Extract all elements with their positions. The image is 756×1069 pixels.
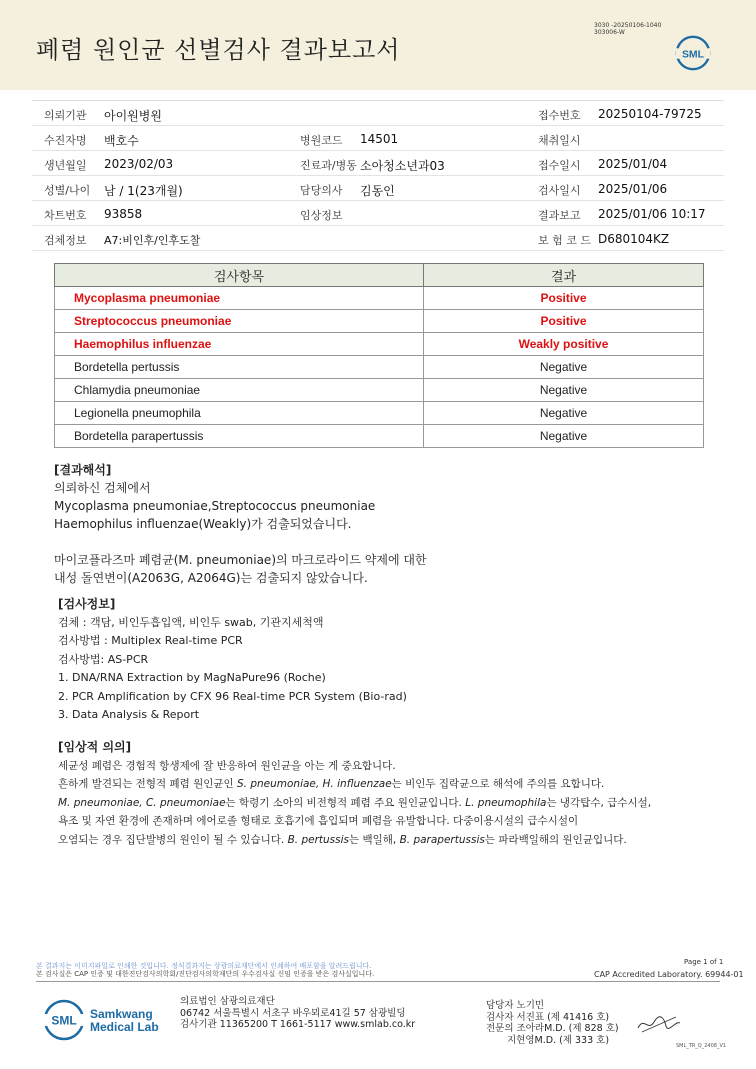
lab-address — [180, 996, 415, 1031]
document-code: 3030 -20250106-1040 303006-W — [594, 22, 662, 36]
signature-icon — [636, 1012, 682, 1036]
test-info-line: 검체 : 객담, 비인두흡입액, 비인두 swab, 기관지세척액 — [58, 615, 324, 629]
test-result: Positive — [424, 310, 704, 333]
info-row — [32, 176, 724, 201]
interpretation-line: Mycoplasma pneumoniae,Streptococcus pneumoniae — [54, 499, 376, 513]
results-table — [54, 263, 704, 448]
result-interpretation — [54, 461, 427, 587]
test-info-heading: [검사정보] — [58, 597, 116, 611]
info-row — [32, 101, 724, 126]
receipt-date-value: 2025/01/04 — [598, 157, 668, 171]
interpretation-line: 의뢰하신 검체에서 — [54, 481, 151, 495]
staff-line: 담당자 노기민 — [486, 1000, 545, 1011]
footer-note — [36, 962, 374, 978]
clinical-line: M. pneumoniae, C. pneumoniae는 학령기 소아의 비전형적 폐렴 주요 원인균입니다. L. pneumophila는 냉각탑수, 급수시설, — [58, 796, 652, 809]
sml-logo-icon — [42, 998, 86, 1042]
logo-text: SML — [681, 49, 705, 61]
receipt-no-label: 접수번호 — [538, 109, 581, 122]
page-number: Page 1 of 1 — [684, 958, 724, 966]
receipt-no-value: 20250104-79725 — [598, 107, 702, 121]
test-item: Mycoplasma pneumoniae — [55, 287, 424, 310]
test-info-line: 검사방법 : Multiplex Real-time PCR — [58, 634, 243, 647]
institution-label: 의뢰기관 — [44, 109, 87, 122]
table-header-row — [55, 264, 704, 287]
test-info-line: 검사방법: AS-PCR — [58, 652, 149, 666]
test-item: Haemophilus influenzae — [55, 333, 424, 356]
test-result: Negative — [424, 425, 704, 448]
dept-value: 소아청소년과03 — [360, 159, 445, 173]
address-line: 의료법인 삼광의료재단 — [180, 996, 275, 1007]
clinical-line: 흔하게 발견되는 전형적 폐렴 원인균인 S. pneumoniae, H. influenzae는 비인두 집락균으로 해석에 주의를 요합니다. — [58, 778, 605, 790]
test-result: Negative — [424, 379, 704, 402]
form-code: SML_TR_Q_2408_V1 — [676, 1043, 727, 1049]
table-row — [55, 310, 704, 333]
staff-line: 지현영M.D. (제 333 호) — [507, 1034, 610, 1046]
brand-name: Samkwang Medical Lab — [90, 1007, 159, 1034]
patient-label: 수진자명 — [44, 134, 87, 147]
interpretation-heading: [결과해석] — [54, 463, 112, 477]
address-line: 검사기관 11365200 T 1661-5117 www.smlab.co.kr — [180, 1019, 416, 1030]
clinical-heading: [임상적 의의] — [58, 740, 132, 754]
address-line: 06742 서울특별시 서초구 바우뫼로41길 57 삼광빌딩 — [180, 1007, 406, 1019]
test-item: Bordetella pertussis — [55, 356, 424, 379]
test-item: Legionella pneumophila — [55, 402, 424, 425]
table-row — [55, 356, 704, 379]
test-result: Weakly positive — [424, 333, 704, 356]
sml-logo-icon — [674, 34, 712, 72]
table-row — [55, 333, 704, 356]
staff-line: 전문의 조아라M.D. (제 828 호) — [486, 1023, 619, 1034]
table-row — [55, 287, 704, 310]
birth-value: 2023/02/03 — [104, 157, 174, 171]
clinical-info-label: 임상정보 — [300, 209, 343, 222]
test-result: Positive — [424, 287, 704, 310]
test-date-label: 검사일시 — [538, 184, 581, 197]
header-test-item: 검사항목 — [55, 264, 424, 287]
test-result: Negative — [424, 402, 704, 425]
receipt-date-label: 접수일시 — [538, 159, 581, 172]
patient-info — [32, 100, 724, 251]
test-result: Negative — [424, 356, 704, 379]
info-row — [32, 126, 724, 151]
hospital-code-label: 병원코드 — [300, 134, 343, 147]
sex-age-label: 성별/나이 — [44, 184, 91, 197]
test-item: Bordetella parapertussis — [55, 425, 424, 448]
cap-accreditation: CAP Accredited Laboratory. 69944-01 — [594, 970, 744, 979]
hospital-code-value: 14501 — [360, 132, 399, 146]
specimen-label: 검체정보 — [44, 234, 87, 247]
page-title: 폐렴 원인균 선별검사 결과보고서 — [36, 36, 401, 64]
test-item: Streptococcus pneumoniae — [55, 310, 424, 333]
clinical-line: 세균성 폐렴은 경험적 항생제에 잘 반응하여 원인균을 아는 게 중요합니다. — [58, 759, 396, 772]
sex-age-value: 남 / 1(23개월) — [104, 184, 183, 198]
birth-label: 생년월일 — [44, 159, 87, 172]
print-notice: 본 결과지는 이미지파일로 인쇄한 것입니다. 정식결과지는 상광의료재단에서 인쇄하여 배포함을 알려드립니다. — [36, 962, 372, 970]
chart-label: 차트번호 — [44, 209, 87, 222]
insurance-label: 보 험 코 드 — [538, 234, 591, 247]
info-row — [32, 201, 724, 226]
info-row — [32, 226, 724, 251]
insurance-value: D680104KZ — [598, 232, 670, 246]
doctor-value: 김동인 — [360, 184, 395, 198]
staff-list — [486, 1000, 619, 1046]
certification-notice: 본 검사실은 CAP 인증 및 대한진단검사의학회/진단검사의학재단의 우수검사실 신임 인증을 받은 검사실입니다. — [36, 970, 375, 978]
institution-value: 아이원병원 — [104, 109, 162, 123]
specimen-value: A7:비인후/인후도찰 — [104, 234, 201, 247]
report-label: 결과보고 — [538, 209, 581, 222]
test-item: Chlamydia pneumoniae — [55, 379, 424, 402]
doctor-label: 담당의사 — [300, 184, 343, 197]
patient-value: 백호수 — [104, 134, 139, 148]
macrolide-line: 마이코플라즈마 폐렴균(M. pneumoniae)의 마크로라이드 약제에 대한 — [54, 553, 427, 567]
table-row — [55, 379, 704, 402]
info-row — [32, 151, 724, 176]
test-info-line: 3. Data Analysis & Report — [58, 708, 200, 721]
dept-label: 진료과/병동 — [300, 159, 357, 172]
report-header — [0, 0, 756, 90]
staff-line: 검사자 서진표 (제 41416 호) — [486, 1011, 610, 1023]
test-info-line: 1. DNA/RNA Extraction by MagNaPure96 (Roche) — [58, 671, 326, 684]
collect-date-label: 채취일시 — [538, 134, 581, 147]
clinical-line: 오염되는 경우 집단발병의 원인이 될 수 있습니다. B. pertussis는 백일해, B. parapertussis는 파라백일해의 원인균입니다. — [58, 833, 627, 846]
footer-divider — [36, 981, 720, 982]
chart-value: 93858 — [104, 207, 143, 221]
macrolide-line: 내성 돌연변이(A2063G, A2064G)는 검출되지 않았습니다. — [54, 571, 368, 585]
test-info — [58, 595, 407, 725]
logo-text: SML — [51, 1013, 77, 1028]
test-date-value: 2025/01/06 — [598, 182, 668, 196]
table-row — [55, 425, 704, 448]
clinical-significance — [58, 738, 651, 849]
interpretation-line: Haemophilus influenzae(Weakly)가 검출되었습니다. — [54, 517, 352, 531]
header-result: 결과 — [424, 264, 704, 287]
test-info-line: 2. PCR Amplification by CFX 96 Real-time PCR System (Bio-rad) — [58, 689, 407, 703]
clinical-line: 욕조 및 자연 환경에 존재하며 에어로졸 형태로 호흡기에 흡입되며 폐렴을 유발합니다. 다중이용시설의 급수시설이 — [58, 815, 579, 827]
table-row — [55, 402, 704, 425]
report-value: 2025/01/06 10:17 — [598, 207, 706, 221]
